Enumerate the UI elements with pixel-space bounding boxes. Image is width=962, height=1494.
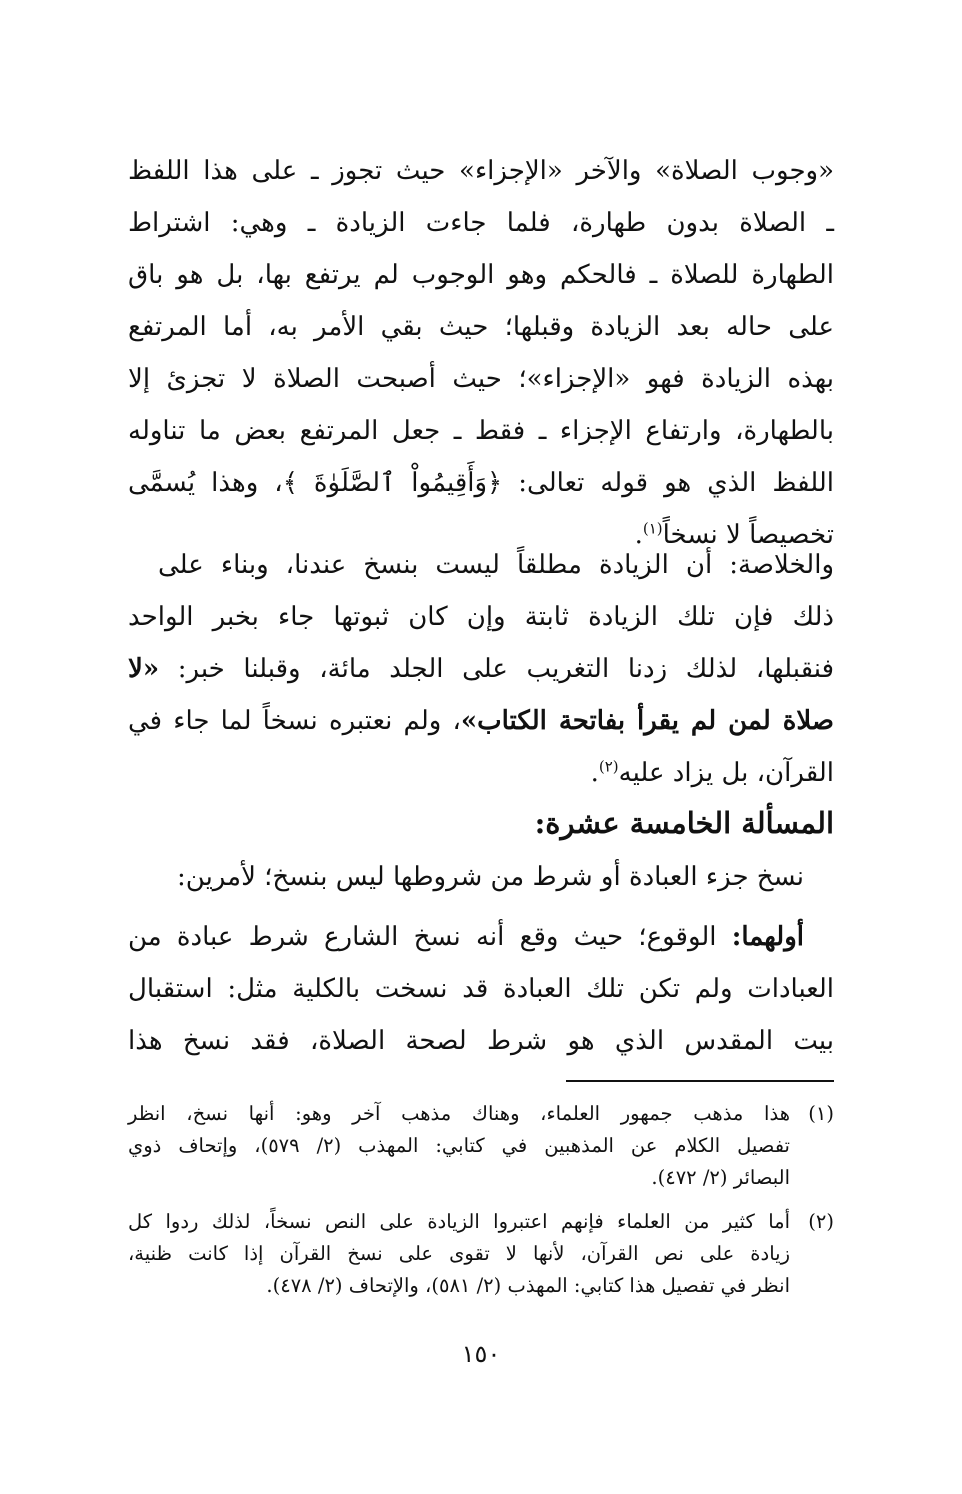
hadith-quote: صلاة لمن لم يقرأ بفاتحة الكتاب»: [460, 706, 834, 736]
text-line: [128, 748, 834, 798]
footnote-2: [128, 1206, 834, 1306]
text-span: القرآن، بل يزاد عليه: [618, 758, 834, 788]
footnote-divider: [566, 1080, 834, 1082]
text-span: تخصيصاً لا نسخاً: [662, 520, 834, 550]
footnote-ref-1: (١): [642, 519, 663, 538]
footnote-ref-2: (٢): [598, 757, 619, 776]
footnote-1: [128, 1098, 834, 1198]
text-span: فنقبلها، لذلك زدنا التغريب على الجلد مائة، وقبلنا خبر:: [177, 654, 835, 684]
text-span: الوقوع؛ حيث وقع أنه نسخ الشارع شرط عبادة من: [128, 922, 717, 952]
text-line: والخلاصة: أن الزيادة مطلقاً ليست بنسخ عندنا، وبناء على: [158, 550, 834, 580]
footnote-line: البصائر (٢/ ٤٧٢).: [651, 1166, 790, 1189]
text-line: نسخ جزء العبادة أو شرط من شروطها ليس بنسخ؛ لأمرين:: [177, 862, 804, 892]
text-line: ذلك فإن تلك الزيادة ثابتة وإن كان ثبوتها جاء بخبر الواحد: [128, 602, 834, 632]
lead-word: أولهما:: [731, 922, 804, 952]
section-heading: المسألة الخامسة عشرة:: [534, 806, 834, 840]
text-line: بيت المقدس الذي هو شرط لصحة الصلاة، فقد نسخ هذا: [128, 1026, 834, 1056]
page-number: ١٥٠: [461, 1340, 501, 1368]
footnote-line: زيادة على نص القرآن، لأنها لا تقوى على نسخ القرآن إذا كانت ظنية،: [128, 1242, 790, 1265]
text-line: [128, 644, 834, 694]
hadith-quote-start: «لا: [128, 654, 160, 684]
footnote-number: (١): [808, 1102, 834, 1125]
text-line: [128, 912, 804, 962]
text-line: الطهارة للصلاة ـ فالحكم وهو الوجوب لم يرتفع بها، بل هو باق: [128, 260, 834, 290]
footnote-line: أما كثير من العلماء فإنهم اعتبروا الزيادة على النص نسخاً، لذلك ردوا كل: [128, 1210, 790, 1233]
text-line: اللفظ الذي هو قوله تعالى: ﴿وَأَقِيمُواْ ٱلصَّلَوٰةَ ﴾، وهذا يُسمَّى: [128, 468, 834, 498]
footnote-line: انظر في تفصيل هذا كتابي: المهذب (٢/ ٥٨١)، والإتحاف (٢/ ٤٧٨).: [266, 1274, 790, 1297]
text-line: [128, 696, 834, 746]
text-span: ، ولم نعتبره نسخاً لما جاء في: [128, 706, 461, 736]
text-line: بالطهارة، وارتفاع الإجزاء ـ فقط ـ جعل المرتفع بعض ما تناوله: [128, 416, 834, 446]
footnote-line: تفصيل الكلام عن المذهبين في كتابي: المهذب (٢/ ٥٧٩)، وإتحاف ذوي: [128, 1134, 790, 1157]
footnote-number: (٢): [808, 1210, 834, 1233]
text-line: على حاله بعد الزيادة وقبلها؛ حيث بقي الأمر به، أما المرتفع: [128, 312, 834, 342]
footnote-line: هذا مذهب جمهور العلماء، وهناك مذهب آخر وهو: أنها نسخ، انظر: [128, 1102, 790, 1125]
text-line: العبادات ولم تكن تلك العبادة قد نسخت بالكلية مثل: استقبال: [128, 974, 834, 1004]
text-line: بهذه الزيادة فهو «الإجزاء»؛ حيث أصبحت الصلاة لا تجزئ إلا: [128, 364, 834, 394]
full-stop: .: [634, 520, 643, 550]
text-line: «وجوب الصلاة» والآخر «الإجزاء» حيث تجوز ـ على هذا اللفظ: [128, 156, 834, 186]
full-stop: .: [590, 758, 599, 788]
text-line: ـ الصلاة بدون طهارة، فلما جاءت الزيادة ـ وهي: اشتراط: [128, 208, 834, 238]
